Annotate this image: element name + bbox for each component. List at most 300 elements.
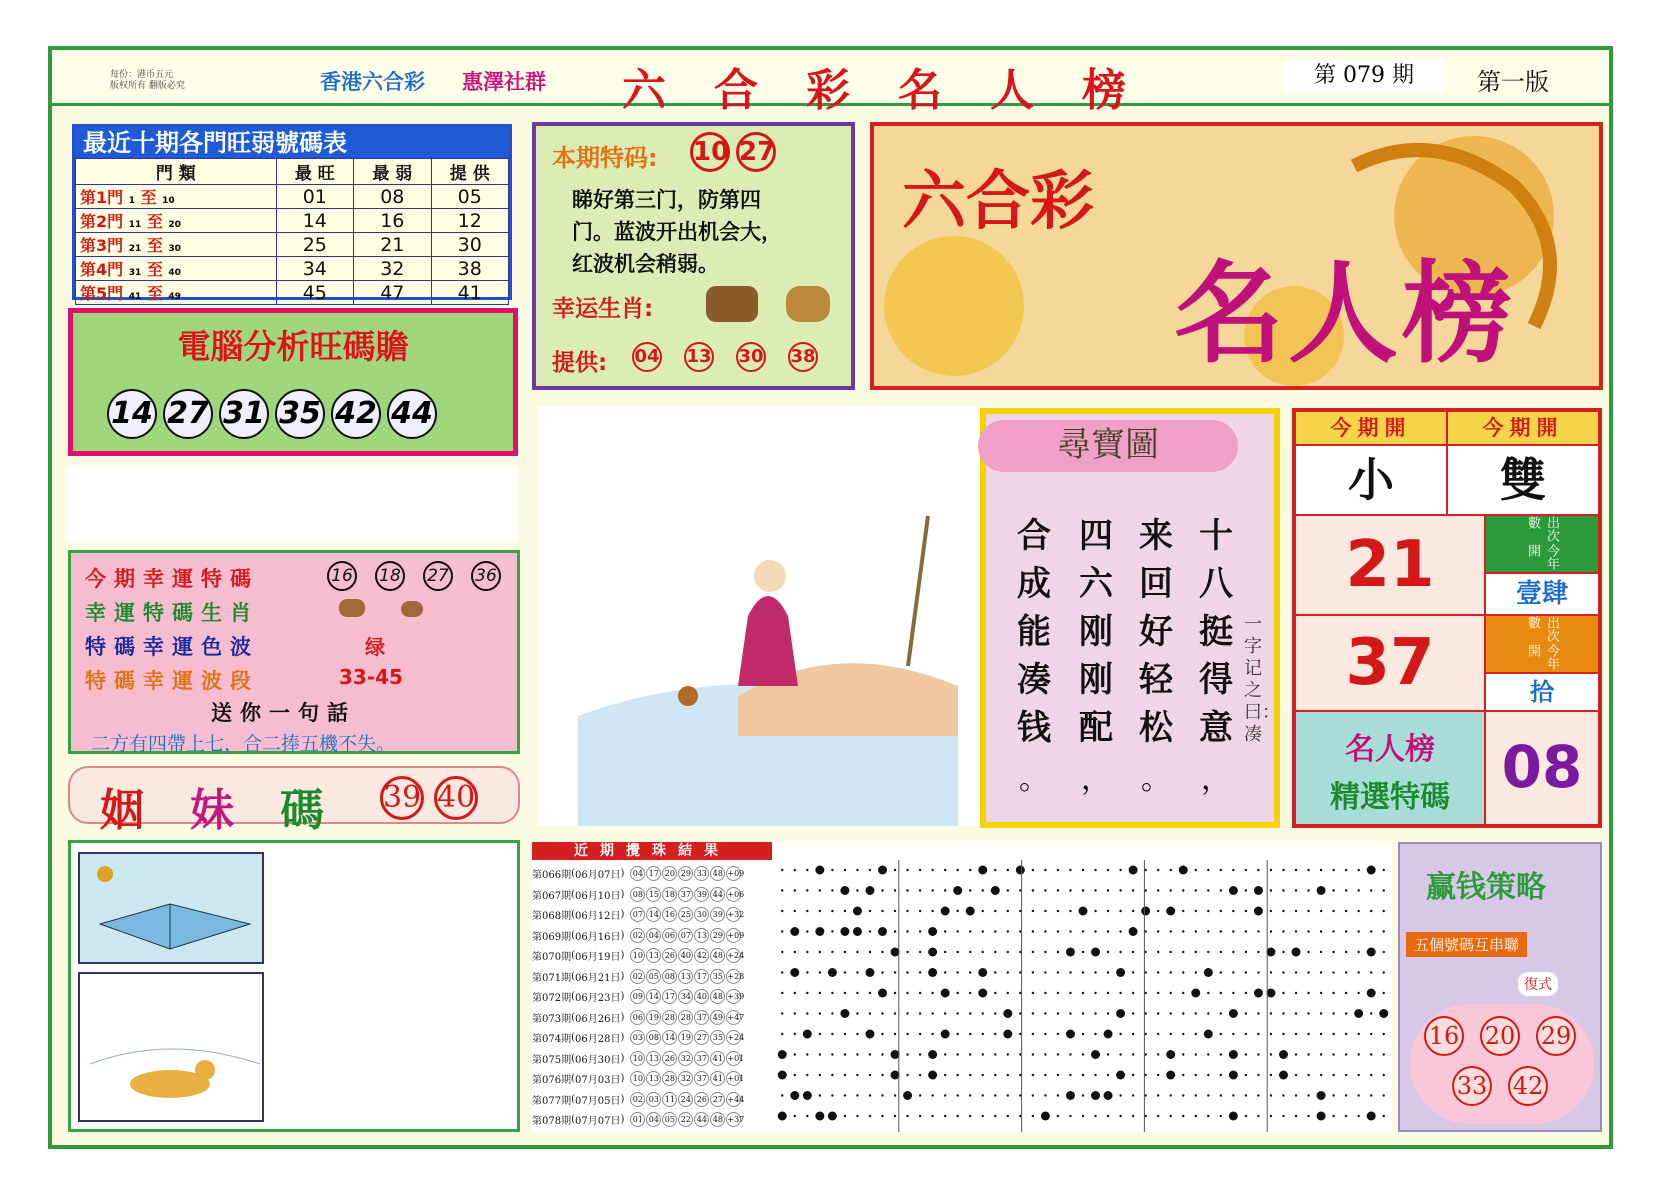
period-label: 第076期 <box>532 1075 572 1086</box>
empty-dot <box>1207 992 1209 994</box>
empty-dot <box>1082 869 1084 871</box>
drawn-mark <box>966 907 975 916</box>
special-label: 本期特码: <box>552 144 658 172</box>
empty-dot <box>1320 910 1322 912</box>
empty-dot <box>1357 971 1359 973</box>
empty-dot <box>1345 1012 1347 1014</box>
draw-number: 04 <box>646 928 661 943</box>
empty-dot <box>1307 889 1309 891</box>
empty-dot <box>956 1012 958 1014</box>
empty-dot <box>906 1115 908 1117</box>
empty-dot <box>844 1094 846 1096</box>
draw-number: 19 <box>678 1030 693 1045</box>
empty-dot <box>982 1074 984 1076</box>
drawn-mark <box>1229 1009 1238 1018</box>
empty-dot <box>781 992 783 994</box>
empty-dot <box>1307 992 1309 994</box>
empty-dot <box>1057 1012 1059 1014</box>
empty-dot <box>1082 930 1084 932</box>
draw-date: 06月23日 <box>575 993 621 1004</box>
empty-dot <box>1107 951 1109 953</box>
empty-dot <box>1107 1115 1109 1117</box>
empty-dot <box>1119 910 1121 912</box>
empty-dot <box>931 910 933 912</box>
empty-dot <box>1295 889 1297 891</box>
draw-number: 09 <box>630 989 645 1004</box>
door-from: 31 <box>128 268 142 278</box>
empty-dot <box>1345 971 1347 973</box>
empty-dot <box>1257 971 1259 973</box>
draw-number: 17 <box>646 866 661 881</box>
table-row: 第074期 ( 06月28日 ) 03 08 14 19 27 35 +24 <box>532 1032 745 1045</box>
drawn-mark <box>1254 907 1263 916</box>
poem-column: 来回好轻松 <box>1139 516 1173 748</box>
empty-dot <box>1207 1053 1209 1055</box>
empty-dot <box>881 1074 883 1076</box>
empty-dot <box>1245 951 1247 953</box>
poem-column: 四六刚刚配 <box>1079 516 1113 748</box>
empty-dot <box>831 1053 833 1055</box>
empty-dot <box>994 992 996 994</box>
special-ball: 27 <box>736 132 776 172</box>
empty-dot <box>982 1033 984 1035</box>
empty-dot <box>1345 930 1347 932</box>
empty-dot <box>1094 992 1096 994</box>
empty-dot <box>1232 930 1234 932</box>
empty-dot <box>1132 1074 1134 1076</box>
empty-dot <box>831 951 833 953</box>
draw-number: 39 <box>694 887 709 902</box>
empty-dot <box>994 951 996 953</box>
draw-date: 07月03日 <box>575 1075 621 1086</box>
empty-dot <box>1245 869 1247 871</box>
empty-dot <box>781 1094 783 1096</box>
special-text: 门。蓝波开出机会大， <box>572 220 782 244</box>
empty-dot <box>1157 1053 1159 1055</box>
drawn-mark <box>1367 948 1376 957</box>
empty-dot <box>894 889 896 891</box>
empty-dot <box>1157 992 1159 994</box>
empty-dot <box>944 971 946 973</box>
draw-date: 07月05日 <box>575 1095 621 1107</box>
results-title: 近期攪珠結果 <box>532 842 772 860</box>
empty-dot <box>1307 951 1309 953</box>
empty-dot <box>1332 1033 1334 1035</box>
empty-dot <box>982 1012 984 1014</box>
empty-dot <box>1270 1094 1272 1096</box>
drawn-mark <box>941 989 950 998</box>
empty-dot <box>1044 1012 1046 1014</box>
drawn-mark <box>1229 886 1238 895</box>
door-label: 第1門 <box>80 188 124 207</box>
draw-date: 06月16日 <box>575 931 621 943</box>
empty-dot <box>1383 1094 1385 1096</box>
empty-dot <box>1119 951 1121 953</box>
drawn-mark <box>1279 1071 1288 1080</box>
empty-dot <box>881 971 883 973</box>
drawn-mark <box>1204 1030 1213 1039</box>
drawn-mark <box>928 1071 937 1080</box>
drawn-mark <box>1166 1071 1175 1080</box>
empty-dot <box>869 1053 871 1055</box>
win-ball: 20 <box>1480 1016 1520 1056</box>
draw-numbers <box>630 948 745 963</box>
empty-dot <box>1320 1033 1322 1035</box>
empty-dot <box>1257 1115 1259 1117</box>
result-panel <box>1292 408 1602 828</box>
empty-dot <box>1170 1094 1172 1096</box>
empty-dot <box>1069 869 1071 871</box>
empty-dot <box>844 1115 846 1117</box>
draw-numbers <box>630 907 745 922</box>
draw-number: +09 <box>726 866 741 881</box>
empty-dot <box>1207 951 1209 953</box>
empty-dot <box>1069 1053 1071 1055</box>
empty-dot <box>819 951 821 953</box>
empty-dot <box>881 1012 883 1014</box>
door-to: 10 <box>162 196 175 206</box>
draw-number: 02 <box>630 1092 645 1107</box>
empty-dot <box>794 910 796 912</box>
draw-date: 06月12日 <box>575 911 621 922</box>
empty-dot <box>831 930 833 932</box>
give-cell: 12 <box>431 209 508 233</box>
table-row <box>76 257 509 281</box>
empty-dot <box>1345 1033 1347 1035</box>
empty-dot <box>1295 1115 1297 1117</box>
empty-dot <box>819 971 821 973</box>
empty-dot <box>1207 869 1209 871</box>
empty-dot <box>1082 951 1084 953</box>
empty-dot <box>1082 971 1084 973</box>
draw-date: 07月07日 <box>575 1116 621 1127</box>
period-label: 第067期 <box>532 890 572 902</box>
drawn-mark <box>891 1071 900 1080</box>
empty-dot <box>1383 1033 1385 1035</box>
empty-dot <box>856 1074 858 1076</box>
table-header: 最 弱 <box>354 159 431 185</box>
empty-dot <box>1082 1033 1084 1035</box>
drawn-mark <box>1104 1030 1113 1039</box>
empty-dot <box>894 869 896 871</box>
empty-dot <box>931 992 933 994</box>
empty-dot <box>881 889 883 891</box>
empty-dot <box>1157 910 1159 912</box>
empty-dot <box>806 1053 808 1055</box>
empty-dot <box>1383 930 1385 932</box>
empty-dot <box>931 1115 933 1117</box>
empty-dot <box>856 1012 858 1014</box>
poem-punct: ， <box>1201 762 1231 797</box>
empty-dot <box>1282 1012 1284 1014</box>
empty-dot <box>1195 1012 1197 1014</box>
empty-dot <box>831 869 833 871</box>
empty-dot <box>794 889 796 891</box>
empty-dot <box>1057 1033 1059 1035</box>
empty-dot <box>1345 1094 1347 1096</box>
draw-number: 35 <box>710 969 725 984</box>
empty-dot <box>1107 1053 1109 1055</box>
drawn-mark <box>1367 1112 1376 1121</box>
door-table-grid <box>75 158 509 305</box>
empty-dot <box>1332 1012 1334 1014</box>
draw-number: 37 <box>678 887 693 902</box>
empty-dot <box>969 930 971 932</box>
draw-number: 28 <box>662 1071 677 1086</box>
empty-dot <box>869 930 871 932</box>
draw-number: 28 <box>678 1010 693 1025</box>
empty-dot <box>906 1053 908 1055</box>
this-period-label: 今期開 <box>1447 411 1599 445</box>
empty-dot <box>1307 1115 1309 1117</box>
drawn-mark <box>1229 1071 1238 1080</box>
empty-dot <box>1282 889 1284 891</box>
empty-dot <box>1357 910 1359 912</box>
empty-dot <box>1270 1033 1272 1035</box>
empty-dot <box>831 1033 833 1035</box>
empty-dot <box>894 930 896 932</box>
drawn-mark <box>790 1091 799 1100</box>
empty-dot <box>1170 930 1172 932</box>
empty-dot <box>1257 1074 1259 1076</box>
draw-number: 06 <box>630 1010 645 1025</box>
door-to: 20 <box>168 220 181 230</box>
empty-dot <box>1132 1033 1134 1035</box>
win-title: 赢钱策略 <box>1426 870 1546 905</box>
empty-dot <box>881 951 883 953</box>
door-from: 1 <box>128 196 135 206</box>
empty-dot <box>1094 910 1096 912</box>
treasure-side-note: 一字记之曰：凑 <box>1244 614 1280 745</box>
drawn-mark <box>978 866 987 875</box>
drawn-mark <box>891 1050 900 1059</box>
draw-numbers <box>630 1010 745 1025</box>
book-illustration <box>78 852 264 964</box>
empty-dot <box>794 992 796 994</box>
empty-dot <box>1270 910 1272 912</box>
empty-dot <box>1282 1115 1284 1117</box>
empty-dot <box>1007 910 1009 912</box>
drawn-mark <box>865 968 874 977</box>
empty-dot <box>956 1053 958 1055</box>
table-row: 第068期 ( 06月12日 ) 07 14 16 25 30 39 +32 <box>532 909 745 922</box>
empty-dot <box>994 1074 996 1076</box>
empty-dot <box>881 1115 883 1117</box>
empty-dot <box>1357 1074 1359 1076</box>
empty-dot <box>956 992 958 994</box>
draw-number: 10 <box>630 948 645 963</box>
drawn-mark <box>803 1091 812 1100</box>
draw-numbers <box>630 1071 745 1086</box>
empty-dot <box>1132 910 1134 912</box>
empty-dot <box>1157 930 1159 932</box>
number-ball: 31 <box>219 389 269 439</box>
empty-dot <box>1270 869 1272 871</box>
special-mark <box>778 1071 787 1080</box>
empty-dot <box>994 1094 996 1096</box>
empty-dot <box>1370 1053 1372 1055</box>
empty-dot <box>1307 1033 1309 1035</box>
drawn-mark <box>1191 989 1200 998</box>
empty-dot <box>844 910 846 912</box>
draw-number: +32 <box>726 907 741 922</box>
empty-dot <box>881 1033 883 1035</box>
empty-dot <box>1132 971 1134 973</box>
brand-text: 香港六合彩 <box>320 70 425 94</box>
min-cell: 08 <box>354 185 431 209</box>
empty-dot <box>1170 1033 1172 1035</box>
hot-number: 21 <box>1295 515 1485 615</box>
drawn-mark <box>1091 1091 1100 1100</box>
empty-dot <box>1270 1115 1272 1117</box>
empty-dot <box>1207 1115 1209 1117</box>
drawn-mark <box>978 989 987 998</box>
drawn-mark <box>790 927 799 936</box>
empty-dot <box>944 1053 946 1055</box>
period-label: 第077期 <box>532 1095 572 1107</box>
empty-dot <box>1132 951 1134 953</box>
empty-dot <box>1270 1053 1272 1055</box>
empty-dot <box>881 1094 883 1096</box>
draw-number: 22 <box>678 1112 693 1127</box>
drawn-mark <box>928 927 937 936</box>
drawn-mark <box>941 907 950 916</box>
draw-number: 32 <box>678 1051 693 1066</box>
empty-dot <box>919 1115 921 1117</box>
drawn-mark <box>1204 968 1213 977</box>
drawn-mark <box>1379 1009 1388 1018</box>
empty-dot <box>1032 971 1034 973</box>
empty-dot <box>944 889 946 891</box>
draw-number: 16 <box>662 907 677 922</box>
draw-number: 20 <box>662 866 677 881</box>
drawn-mark <box>778 1112 787 1121</box>
draw-number: 14 <box>646 907 661 922</box>
period-label: 第078期 <box>532 1116 572 1127</box>
empty-dot <box>919 1074 921 1076</box>
empty-dot <box>1032 869 1034 871</box>
empty-dot <box>982 1053 984 1055</box>
empty-dot <box>1307 1012 1309 1014</box>
logo-banner <box>870 122 1603 390</box>
empty-dot <box>1182 1033 1184 1035</box>
empty-dot <box>1232 992 1234 994</box>
selected-label: 精選特碼 <box>1330 780 1450 815</box>
drawn-mark <box>1116 1009 1125 1018</box>
empty-dot <box>1357 1053 1359 1055</box>
saying-text: 二方有四帶上七，合二捧五機不失。 <box>91 733 396 755</box>
min-cell: 16 <box>354 209 431 233</box>
empty-dot <box>844 992 846 994</box>
empty-dot <box>1383 889 1385 891</box>
win-ball: 16 <box>1424 1016 1464 1056</box>
table-header: 最 旺 <box>276 159 353 185</box>
sister-char: 碼 <box>280 785 324 836</box>
empty-dot <box>1270 889 1272 891</box>
period-label: 第071期 <box>532 972 572 984</box>
empty-dot <box>956 869 958 871</box>
drawn-mark <box>815 1112 824 1121</box>
empty-dot <box>1357 930 1359 932</box>
empty-dot <box>1182 910 1184 912</box>
empty-dot <box>919 1094 921 1096</box>
drawn-mark <box>1166 1050 1175 1059</box>
empty-dot <box>1270 930 1272 932</box>
table-row: 第078期 ( 07月07日 ) 01 04 05 22 44 48 +37 <box>532 1114 745 1127</box>
special-mark <box>840 886 849 895</box>
empty-dot <box>1195 910 1197 912</box>
empty-dot <box>1032 951 1034 953</box>
empty-dot <box>1270 971 1272 973</box>
draw-number: 30 <box>694 907 709 922</box>
empty-dot <box>982 910 984 912</box>
empty-dot <box>856 1094 858 1096</box>
empty-dot <box>1094 1074 1096 1076</box>
draw-number: 24 <box>678 1092 693 1107</box>
empty-dot <box>781 889 783 891</box>
draw-number: 48 <box>710 866 725 881</box>
empty-dot <box>1107 1074 1109 1076</box>
empty-dot <box>1357 1033 1359 1035</box>
table-row: 第077期 ( 07月05日 ) 02 03 11 24 26 27 +44 <box>532 1093 745 1107</box>
empty-dot <box>1245 910 1247 912</box>
count-tag: 出次數 <box>1525 616 1559 642</box>
draw-number: +24 <box>726 948 741 963</box>
empty-dot <box>1044 889 1046 891</box>
empty-dot <box>969 1074 971 1076</box>
drawn-mark <box>1003 1030 1012 1039</box>
famous-label: 名人榜 <box>1345 732 1435 767</box>
empty-dot <box>906 951 908 953</box>
empty-dot <box>806 1074 808 1076</box>
empty-dot <box>1257 930 1259 932</box>
empty-dot <box>1245 930 1247 932</box>
poem-punct: 。 <box>1141 762 1171 797</box>
empty-dot <box>1257 951 1259 953</box>
drawn-mark <box>828 968 837 977</box>
draw-number: 44 <box>694 1112 709 1127</box>
empty-dot <box>1195 1074 1197 1076</box>
max-cell: 45 <box>276 281 353 305</box>
draw-number: 03 <box>630 1030 645 1045</box>
empty-dot <box>1082 889 1084 891</box>
empty-dot <box>794 1115 796 1117</box>
empty-dot <box>1245 1012 1247 1014</box>
draw-number: 15 <box>646 887 661 902</box>
empty-dot <box>831 910 833 912</box>
empty-dot <box>1132 1012 1134 1014</box>
drawn-mark <box>1141 907 1150 916</box>
empty-dot <box>1044 930 1046 932</box>
draw-number: +44 <box>726 1092 741 1107</box>
poem-punct: ， <box>1081 762 1111 797</box>
drawn-mark <box>1367 866 1376 875</box>
special-mark <box>1354 1009 1363 1018</box>
number-ball: 44 <box>387 389 437 439</box>
empty-dot <box>844 1074 846 1076</box>
empty-dot <box>1307 1094 1309 1096</box>
empty-dot <box>1220 1094 1222 1096</box>
leopard-illustration <box>78 972 264 1122</box>
drawn-mark <box>1317 886 1326 895</box>
empty-dot <box>894 971 896 973</box>
empty-dot <box>1107 992 1109 994</box>
drawn-mark <box>1079 907 1088 916</box>
empty-dot <box>794 1074 796 1076</box>
give-cell: 41 <box>431 281 508 305</box>
price-text: 每份：港币五元 <box>110 70 174 80</box>
empty-dot <box>1345 910 1347 912</box>
